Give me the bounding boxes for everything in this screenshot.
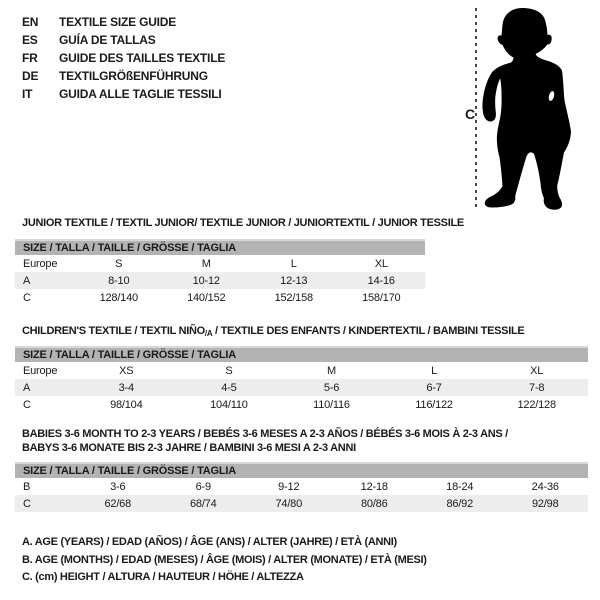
table-row bbox=[15, 478, 588, 495]
table-row bbox=[15, 362, 588, 379]
row-label: C bbox=[23, 291, 31, 304]
cell: XL bbox=[374, 257, 388, 270]
cell: 80/86 bbox=[360, 497, 388, 510]
table-row bbox=[15, 379, 588, 396]
row-label: B bbox=[23, 480, 31, 493]
children-title-post: / TEXTILE DES ENFANTS / KINDERTEXTIL / BAMBINI TESSILE bbox=[212, 325, 525, 337]
table-row bbox=[15, 495, 588, 512]
note-age-years: A. AGE (YEARS) / EDAD (AÑOS) / ÂGE (ANS) / ALTER (JAHRE) / ETÀ (ANNI) bbox=[22, 536, 397, 548]
babies-title-line2: BABYS 3-6 MONATE BIS 2-3 JAHRE / BAMBINI 3-6 MESI A 2-3 ANNI bbox=[22, 442, 356, 454]
cell: 140/152 bbox=[187, 291, 226, 304]
cell: XL bbox=[530, 364, 544, 377]
babies-section-title bbox=[22, 427, 508, 455]
junior-section-title: JUNIOR TEXTILE / TEXTIL JUNIOR/ TEXTILE JUNIOR / JUNIORTEXTIL / JUNIOR TESSILE bbox=[22, 217, 464, 229]
cell: 3-6 bbox=[110, 480, 126, 493]
lang-title: GUIDE DES TAILLES TEXTILE bbox=[59, 51, 226, 65]
children-table bbox=[15, 362, 588, 413]
row-label: C bbox=[23, 398, 31, 411]
baby-silhouette-icon bbox=[482, 8, 571, 210]
table-row bbox=[15, 272, 425, 289]
junior-size-table bbox=[15, 239, 425, 306]
babies-title-line1: BABIES 3-6 MONTH TO 2-3 YEARS / BEBÉS 3-6 MESES A 2-3 AÑOS / BÉBÉS 3-6 MOIS À 2-3 ANS / bbox=[22, 428, 508, 440]
babies-size-table bbox=[15, 462, 588, 512]
size-header-band: SIZE / TALLA / TAILLE / GRÖSSE / TAGLIA bbox=[15, 239, 425, 255]
language-title-list bbox=[22, 13, 225, 103]
height-measure-label: C bbox=[464, 106, 476, 122]
size-header-band: SIZE / TALLA / TAILLE / GRÖSSE / TAGLIA bbox=[15, 346, 588, 362]
lang-code: ES bbox=[22, 33, 38, 47]
cell: 18-24 bbox=[446, 480, 474, 493]
lang-row-es bbox=[22, 31, 225, 49]
cell: 104/110 bbox=[210, 398, 248, 411]
cell: 110/116 bbox=[313, 398, 350, 411]
cell: 74/80 bbox=[275, 497, 303, 510]
row-label: Europe bbox=[23, 364, 58, 377]
lang-code: DE bbox=[22, 69, 39, 83]
lang-code: EN bbox=[22, 15, 39, 29]
cell: 8-10 bbox=[108, 274, 130, 287]
row-label: Europe bbox=[23, 257, 58, 270]
cell: 128/140 bbox=[99, 291, 138, 304]
lang-title: TEXTILGRÖßENFÜHRUNG bbox=[59, 69, 208, 83]
cell: S bbox=[225, 364, 233, 377]
cell: 5-6 bbox=[323, 381, 340, 394]
lang-row-en bbox=[22, 13, 225, 31]
children-size-table bbox=[15, 346, 588, 413]
lang-code: FR bbox=[22, 51, 38, 65]
legend-notes bbox=[22, 534, 427, 587]
cell: 4-5 bbox=[221, 381, 237, 394]
cell: 152/158 bbox=[274, 291, 313, 304]
lang-title: TEXTILE SIZE GUIDE bbox=[59, 15, 177, 29]
cell: 62/68 bbox=[104, 497, 132, 510]
note-height-cm: C. (cm) HEIGHT / ALTURA / HAUTEUR / HÖHE / ALTEZZA bbox=[22, 571, 304, 583]
cell: 68/74 bbox=[189, 497, 217, 510]
children-title-subscript: /A bbox=[204, 329, 213, 338]
lang-code: IT bbox=[22, 87, 33, 101]
cell: 9-12 bbox=[278, 480, 300, 493]
row-label: A bbox=[23, 274, 31, 287]
cell: L bbox=[431, 364, 438, 377]
cell: 10-12 bbox=[192, 274, 220, 287]
junior-table bbox=[15, 255, 425, 306]
cell: 158/170 bbox=[362, 291, 401, 304]
lang-row-fr bbox=[22, 49, 225, 67]
children-section-title bbox=[22, 325, 524, 338]
row-label: C bbox=[23, 497, 31, 510]
table-row bbox=[15, 396, 588, 413]
table-row bbox=[15, 289, 425, 306]
cell: 12-18 bbox=[360, 480, 388, 493]
cell: 14-16 bbox=[367, 274, 395, 287]
note-age-months: B. AGE (MONTHS) / EDAD (MESES) / ÂGE (MOIS) / ALTER (MONATE) / ETÀ (MESI) bbox=[22, 553, 427, 566]
babies-table bbox=[15, 478, 588, 512]
cell: 98/104 bbox=[110, 398, 143, 411]
cell: 122/128 bbox=[517, 398, 556, 411]
cell: 24-36 bbox=[531, 480, 559, 493]
cell: L bbox=[290, 257, 297, 270]
cell: M bbox=[201, 257, 211, 270]
row-label: A bbox=[23, 381, 31, 394]
cell: 92/98 bbox=[531, 497, 559, 510]
lang-title: GUIDA ALLE TAGLIE TESSILI bbox=[59, 87, 222, 101]
cell: 86/92 bbox=[446, 497, 474, 510]
cell: 12-13 bbox=[280, 274, 308, 287]
cell: 6-9 bbox=[195, 480, 211, 493]
lang-title: GUÍA DE TALLAS bbox=[59, 33, 156, 47]
children-title-pre: CHILDREN'S TEXTILE / TEXTIL NIÑO bbox=[22, 325, 205, 337]
cell: 6-7 bbox=[426, 381, 442, 394]
lang-row-it bbox=[22, 85, 225, 103]
cell: 7-8 bbox=[529, 381, 545, 394]
table-row bbox=[15, 255, 425, 272]
cell: S bbox=[115, 257, 123, 270]
cell: M bbox=[327, 364, 336, 377]
cell: 3-4 bbox=[118, 381, 134, 394]
size-header-band: SIZE / TALLA / TAILLE / GRÖSSE / TAGLIA bbox=[15, 462, 588, 478]
cell: XS bbox=[119, 364, 134, 377]
cell: 116/122 bbox=[415, 398, 453, 411]
lang-row-de bbox=[22, 67, 225, 85]
